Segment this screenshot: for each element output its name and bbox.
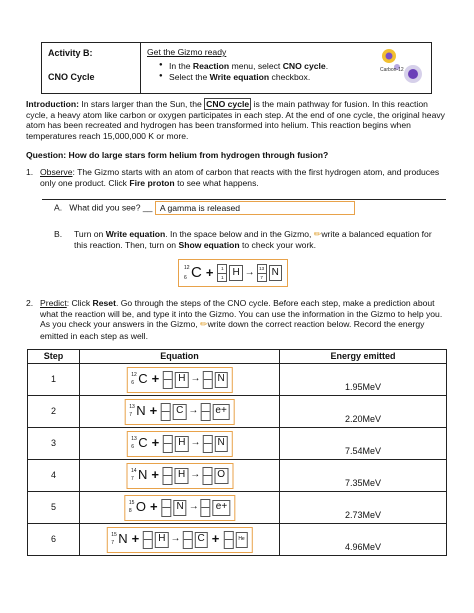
introduction: Introduction: In stars larger than the Sun, the CNO cycle is the main pathway for fusion. In this reaction cycle, a heavy atom like carbon or oxygen participates in each step. At the end of one cycle, the original heavy atom has been recreated and hydrogen has been transformed into helium. This reaction begins when temperatures reach 15,000,000 K or more. <box>26 99 445 142</box>
ready-cell <box>141 43 431 93</box>
energy-cell: 1.95MeV <box>280 364 447 396</box>
question-1: 1. Observe: The Gizmo starts with an atom of carbon that reacts with the first hydrogen atom, and produces only one product. Click Fire proton to see what happens. <box>26 167 440 188</box>
ready-bullet-2: ● Select the Write equation checkbox. <box>159 72 425 83</box>
step-equation[interactable]: 15 8 O + N → e+ <box>124 495 235 521</box>
step-number: 4 <box>28 460 80 492</box>
equation-cell <box>80 364 280 396</box>
divider <box>42 199 446 200</box>
step-equation[interactable]: 12 6 C + H → N <box>126 367 232 393</box>
step-number: 6 <box>28 524 80 556</box>
energy-cell: 7.35MeV <box>280 460 447 492</box>
question-1a: A. What did you see? __ A gamma is released <box>54 201 355 215</box>
step-number: 3 <box>28 428 80 460</box>
cno-steps-table <box>27 349 447 556</box>
table-row <box>28 396 447 428</box>
equation-cell <box>80 492 280 524</box>
table-row <box>28 364 447 396</box>
equation-cell <box>80 524 280 556</box>
ready-title: Get the Gizmo ready <box>147 47 227 57</box>
energy-cell: 4.96MeV <box>280 524 447 556</box>
table-row <box>28 428 447 460</box>
carbon-nucleus: 12 6 C <box>184 263 202 282</box>
step-equation[interactable]: 14 7 N + H → O <box>126 463 233 489</box>
energy-cell: 2.73MeV <box>280 492 447 524</box>
equation-cell <box>80 396 280 428</box>
header-equation: Equation <box>80 350 280 364</box>
table-row <box>28 524 447 556</box>
table-row <box>28 460 447 492</box>
ready-bullet-1: ● In the Reaction menu, select CNO cycle. <box>159 61 425 72</box>
step-number: 1 <box>28 364 80 396</box>
header-energy: Energy emitted <box>280 350 447 364</box>
question-1b: B. Turn on Write equation. In the space below and in the Gizmo, ✏write a balanced equation for this reaction. Then, turn on Show equation to check your work. <box>54 229 432 251</box>
energy-cell: 2.20MeV <box>280 396 447 428</box>
step-equation[interactable]: 13 6 C + H → N <box>126 431 232 457</box>
step-number: 2 <box>28 396 80 428</box>
pencil-icon: ✏ <box>200 319 208 330</box>
energy-cell: 7.54MeV <box>280 428 447 460</box>
header-step: Step <box>28 350 80 364</box>
main-question: Question: How do large stars form helium from hydrogen through fusion? <box>26 150 329 160</box>
step-equation[interactable]: 15 7 N + H → C + He <box>106 527 252 553</box>
equation-cell <box>80 428 280 460</box>
activity-topic: CNO Cycle <box>48 72 95 83</box>
activity-label: Activity B: <box>48 48 93 58</box>
question-2: 2. Predict: Click Reset. Go through the steps of the CNO cycle. Before each step, make a prediction about what the reaction will be, and type it into the Gizmo. You can use the information in the Gizmo to help you. As you check your answers in the Gizmo, ✏write down the correct reaction below. Record the energy emitted in each step as well. <box>26 298 443 341</box>
step-equation[interactable]: 13 7 N + C → e+ <box>124 399 235 425</box>
step-number: 5 <box>28 492 80 524</box>
table-row <box>28 492 447 524</box>
answer-box-1a[interactable]: A gamma is released <box>155 201 355 215</box>
header-table <box>41 42 432 94</box>
carbon-label: Carbon-12 <box>380 67 404 73</box>
equation-cell <box>80 460 280 492</box>
pencil-icon: ✏ <box>313 229 322 239</box>
equation-1b[interactable]: 12 6 C + $\frac{1}{1}$ H → 13 7 N <box>178 259 288 287</box>
carbon-atom-icon <box>379 47 425 89</box>
activity-cell <box>42 43 141 93</box>
